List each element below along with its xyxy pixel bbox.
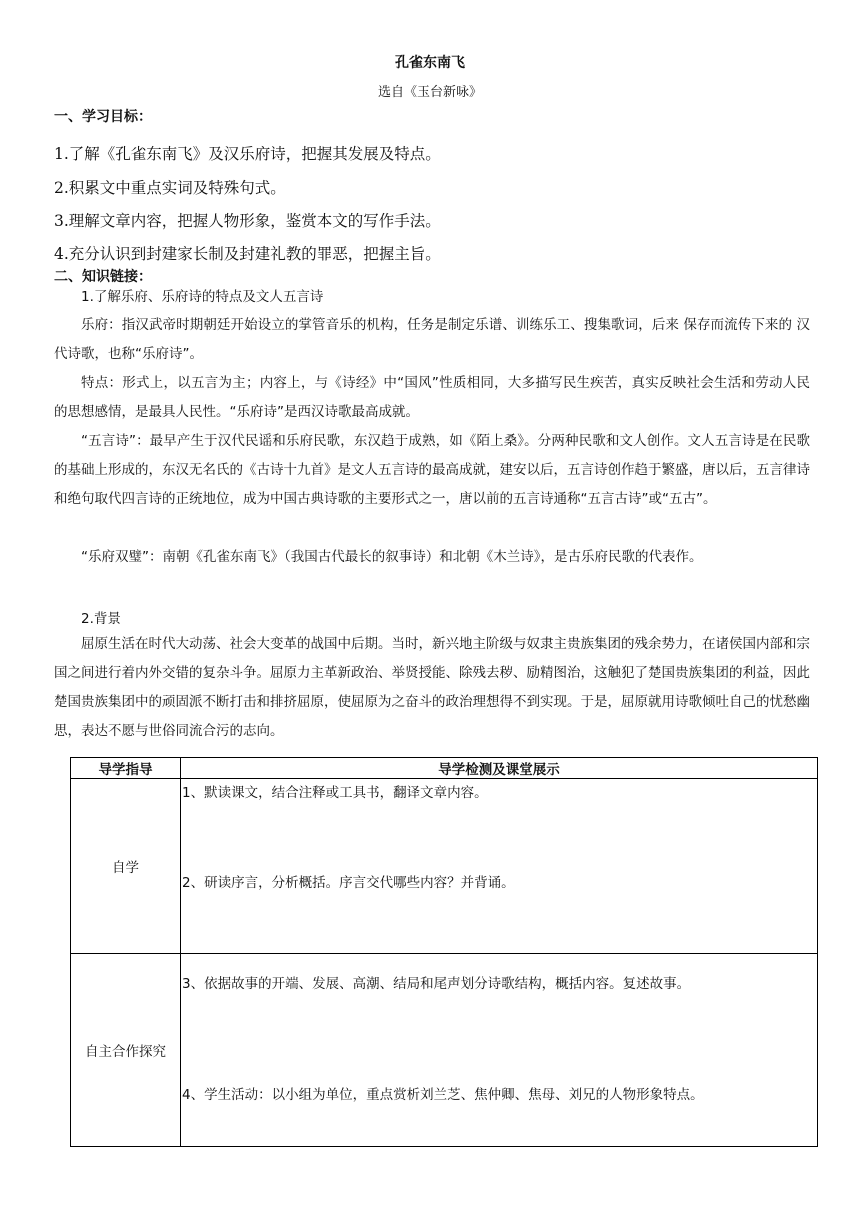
goal-item: 3.理解文章内容，把握人物形象，鉴赏本文的写作手法。 [54,212,441,230]
table-cell-lead: 自主合作探究 [71,954,181,1147]
task-item: 1、默读课文，结合注释或工具书，翻译文章内容。 [182,785,488,801]
table-cell-tasks [181,954,818,1147]
table-header: 导学指导 [71,758,181,779]
table-cell-tasks [181,779,818,954]
goal-item: 4.充分认识到封建家长制及封建礼教的罪恶，把握主旨。 [54,245,441,263]
table-header: 导学检测及课堂展示 [181,758,818,779]
table-row [71,954,818,1147]
subheading-background: 2.背景 [81,611,121,627]
task-item: 3、依据故事的开端、发展、高潮、结局和尾声划分诗歌结构，概括内容。复述故事。 [182,976,691,992]
section-heading-knowledge: 二、知识链接： [54,269,152,285]
paragraph-shuangbi: “乐府双璧”：南朝《孔雀东南飞》（我国古代最长的叙事诗）和北朝《木兰诗》，是古乐府民歌的代表作。 [81,549,703,565]
section-heading-goals: 一、学习目标： [54,109,152,125]
goal-item: 1.了解《孔雀东南飞》及汉乐府诗，把握其发展及特点。 [54,145,441,163]
paragraph-wuyanshi: “五言诗”：最早产生于汉代民谣和乐府民歌，东汉趋于成熟，如《陌上桑》。分两种民歌和文人创作。文人五言诗是在民歌的基础上形成的，东汉无名氏的《古诗十九首》是文人五言诗的最高成就，建安以后，五言诗创作趋于繁盛，唐以后，五言律诗和绝句取代四言诗的正统地位，成为中国古典诗歌的主要形式之一，唐以前的五言诗通称“五言古诗”或“五古”。 [54,433,810,507]
paragraph-background: 屈原生活在时代大动荡、社会大变革的战国中后期。当时，新兴地主阶级与奴隶主贵族集团的残余势力，在诸侯国内部和宗国之间进行着内外交错的复杂斗争。屈原力主革新政治、举贤授能、除残去秽、励精图治，这触犯了楚国贵族集团的利益，因此楚国贵族集团中的顽固派不断打击和排挤屈原，使屈原为之奋斗的政治理想得不到实现。于是，屈原就用诗歌倾吐自己的忧愁幽思，表达不愿与世俗同流合污的志向。 [54,636,810,739]
paragraph-features: 特点：形式上，以五言为主；内容上，与《诗经》中“国风”性质相同，大多描写民生疾苦，真实反映社会生活和劳动人民的思想感情，是最具人民性。“乐府诗”是西汉诗歌最高成就。 [54,375,810,420]
table-cell-lead: 自学 [71,779,181,954]
subheading-yuefu: 1.了解乐府、乐府诗的特点及文人五言诗 [81,289,324,305]
page-subtitle: 选自《玉台新咏》 [377,85,482,100]
paragraph-yuefu: 乐府：指汉武帝时期朝廷开始设立的掌管音乐的机构，任务是制定乐谱、训练乐工、搜集歌词，后来 保存而流传下来的 汉代诗歌，也称“乐府诗”。 [54,317,810,362]
page-title: 孔雀东南飞 [395,55,465,71]
task-item: 2、研读序言，分析概括。序言交代哪些内容？并背诵。 [182,875,515,891]
table-header-row [71,758,818,779]
goal-item: 2.积累文中重点实词及特殊句式。 [54,179,286,197]
table-row [71,779,818,954]
task-item: 4、学生活动：以小组为单位，重点赏析刘兰芝、焦仲卿、焦母、刘兄的人物形象特点。 [182,1087,704,1103]
study-guide-table [70,757,818,1147]
